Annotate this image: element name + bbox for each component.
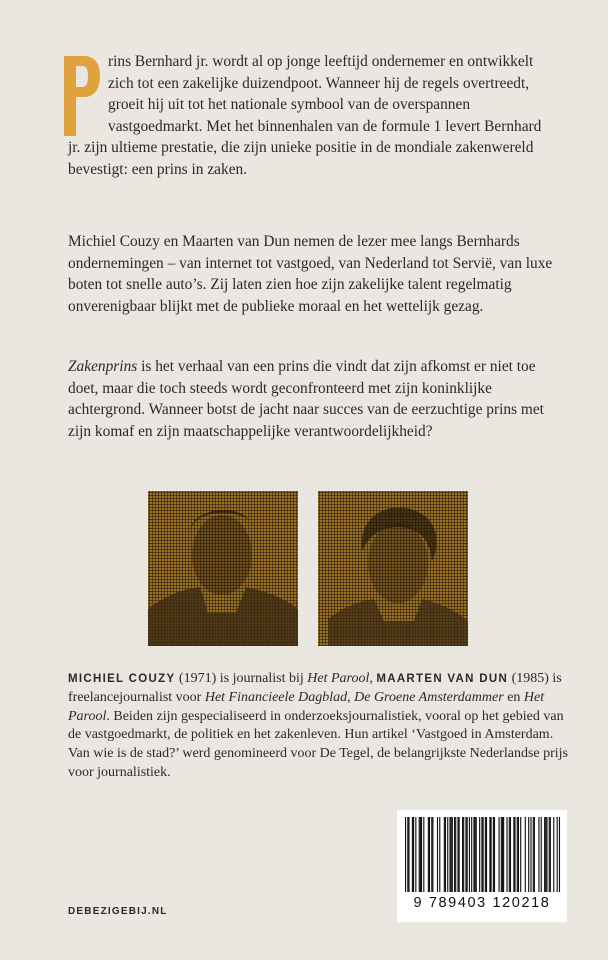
author1-text: (1971) is journalist bij bbox=[175, 671, 308, 686]
barcode-bar bbox=[413, 817, 414, 892]
drop-cap-glyph bbox=[64, 56, 100, 136]
author2-name: MAARTEN VAN DUN bbox=[376, 673, 509, 685]
barcode-bar bbox=[514, 817, 515, 892]
barcode-bar bbox=[553, 817, 554, 892]
barcode-bar bbox=[476, 817, 477, 892]
barcode-bar bbox=[491, 817, 492, 892]
barcode-bar bbox=[493, 817, 494, 892]
barcode-bar bbox=[559, 817, 560, 892]
drop-cap-p bbox=[64, 56, 100, 136]
bio-rest: . Beiden zijn gespecialiseerd in onderzoeksjournalistiek, vooral op het gebied van de vastgoedmarkt, de politiek en het zakenleven. Hun artikel ‘Vastgoed in Amsterdam. Van wie is de stad?’ werd genomineerd voor De Tegel, de belangrijkste Nederlandse prijs voor journalistiek. bbox=[68, 708, 569, 780]
portrait-silhouette-right bbox=[318, 491, 468, 646]
barcode-bar bbox=[465, 817, 466, 892]
isbn-barcode bbox=[397, 810, 567, 922]
barcode-bar bbox=[429, 817, 430, 892]
barcode-bar bbox=[481, 817, 482, 892]
barcode-bar bbox=[415, 817, 416, 892]
barcode-bar bbox=[533, 817, 534, 892]
barcode-bar bbox=[419, 817, 420, 892]
barcode-bar bbox=[502, 817, 503, 892]
blurb-paragraph-3-text: is het verhaal van een prins die vindt dat zijn afkomst er niet toe doet, maar die toch steeds wordt geconfronteerd met zijn koninklijke achtergrond. Wanneer botst de jacht naar succes van de eerzuchtige prins met zijn komaf en zijn maatschappelijke verantwoordelijkheid? bbox=[68, 358, 544, 440]
author-bio bbox=[68, 670, 568, 783]
barcode-bar bbox=[449, 817, 450, 892]
barcode-bar bbox=[454, 817, 455, 892]
barcode-bar bbox=[475, 817, 476, 892]
barcode-bar bbox=[420, 817, 421, 892]
barcode-bar bbox=[545, 817, 546, 892]
barcode-bar bbox=[546, 817, 547, 892]
barcode-bar bbox=[541, 817, 542, 892]
barcode-bar bbox=[550, 817, 551, 892]
barcode-bar bbox=[462, 817, 463, 892]
separator: , bbox=[369, 671, 377, 686]
barcode-bar bbox=[494, 817, 495, 892]
barcode-bar bbox=[439, 817, 440, 892]
book-title-inline: Zakenprins bbox=[68, 358, 138, 375]
isbn-number: 9 789403 120218 bbox=[413, 895, 551, 911]
barcode-bar bbox=[534, 817, 535, 892]
blurb-paragraph-1 bbox=[68, 51, 556, 181]
barcode-bars bbox=[397, 810, 567, 895]
barcode-bar bbox=[452, 817, 453, 892]
barcode-bar bbox=[405, 817, 406, 892]
barcode-bar bbox=[498, 817, 499, 892]
barcode-bar bbox=[407, 817, 408, 892]
barcode-bar bbox=[528, 817, 529, 892]
publication-3: Het Parool bbox=[68, 689, 545, 724]
barcode-bar bbox=[428, 817, 429, 892]
author2-text: (1985) is freelancejournalist voor bbox=[68, 671, 562, 705]
barcode-bar bbox=[513, 817, 514, 892]
barcode-bar bbox=[471, 817, 472, 892]
barcode-bar bbox=[503, 817, 504, 892]
barcode-bar bbox=[455, 817, 456, 892]
blurb-paragraph-3 bbox=[68, 356, 556, 442]
author-photo-maarten-van-dun bbox=[318, 491, 468, 646]
publication-1: Het Financieele Dagblad bbox=[204, 689, 348, 705]
barcode-bar bbox=[549, 817, 550, 892]
conjunction: en bbox=[503, 689, 524, 705]
barcode-bar bbox=[423, 817, 424, 892]
barcode-bar bbox=[501, 817, 502, 892]
author-photo-michiel-couzy bbox=[148, 491, 298, 646]
barcode-bar bbox=[479, 817, 480, 892]
portrait-silhouette-left bbox=[148, 491, 298, 646]
barcode-bar bbox=[489, 817, 490, 892]
barcode-bar bbox=[463, 817, 464, 892]
barcode-bar bbox=[447, 817, 448, 892]
barcode-bar bbox=[483, 817, 484, 892]
comma: , bbox=[347, 689, 355, 705]
barcode-bar bbox=[457, 817, 458, 892]
barcode-bar bbox=[520, 817, 521, 892]
barcode-bar bbox=[408, 817, 409, 892]
publisher-url: DEBEZIGEBIJ.NL bbox=[68, 906, 168, 917]
blurb-paragraph-1-text: rins Bernhard jr. wordt al op jonge leeftijd ondernemer en ontwikkelt zich tot een zakelijke duizendpoot. Wanneer hij de regels overtreedt, groeit hij uit tot het nationale symbool van de overspannen vastgoedmarkt. Met het binnenhalen van de formule 1 levert Bernhard jr. zijn ultieme prestatie, die zijn unieke positie in de mondiale zakenwereld bevestigt: een prins in zaken. bbox=[68, 53, 542, 178]
barcode-bar bbox=[525, 817, 526, 892]
barcode-bar bbox=[517, 817, 518, 892]
barcode-bar bbox=[544, 817, 545, 892]
barcode-bar bbox=[437, 817, 438, 892]
barcode-bar bbox=[451, 817, 452, 892]
barcode-bar bbox=[506, 817, 507, 892]
barcode-bar bbox=[518, 817, 519, 892]
barcode-bar bbox=[444, 817, 445, 892]
barcode-bar bbox=[459, 817, 460, 892]
barcode-bar bbox=[445, 817, 446, 892]
author1-name: MICHIEL COUZY bbox=[68, 673, 176, 685]
barcode-bar bbox=[509, 817, 510, 892]
publication-2: De Groene Amsterdammer bbox=[354, 689, 504, 705]
barcode-bar bbox=[538, 817, 539, 892]
barcode-bar bbox=[510, 817, 511, 892]
barcode-bar bbox=[412, 817, 413, 892]
barcode-bar bbox=[486, 817, 487, 892]
author1-paper: Het Parool bbox=[307, 671, 370, 686]
barcode-bar bbox=[467, 817, 468, 892]
barcode-bar bbox=[557, 817, 558, 892]
barcode-bar bbox=[432, 817, 433, 892]
barcode-bar bbox=[530, 817, 531, 892]
barcode-bar bbox=[431, 817, 432, 892]
barcode-bar bbox=[469, 817, 470, 892]
barcode-bar bbox=[421, 817, 422, 892]
blurb-paragraph-2: Michiel Couzy en Maarten van Dun nemen de lezer mee langs Bernhards ondernemingen – van internet tot vastgoed, van Nederland tot Servië, van luxe boten tot snelle auto’s. Zij laten zien hoe zijn zakelijke talent regelmatig onverenigbaar blijkt met de publieke moraal en het wettelijk gezag. bbox=[68, 233, 553, 315]
barcode-bar bbox=[473, 817, 474, 892]
barcode-bar bbox=[485, 817, 486, 892]
